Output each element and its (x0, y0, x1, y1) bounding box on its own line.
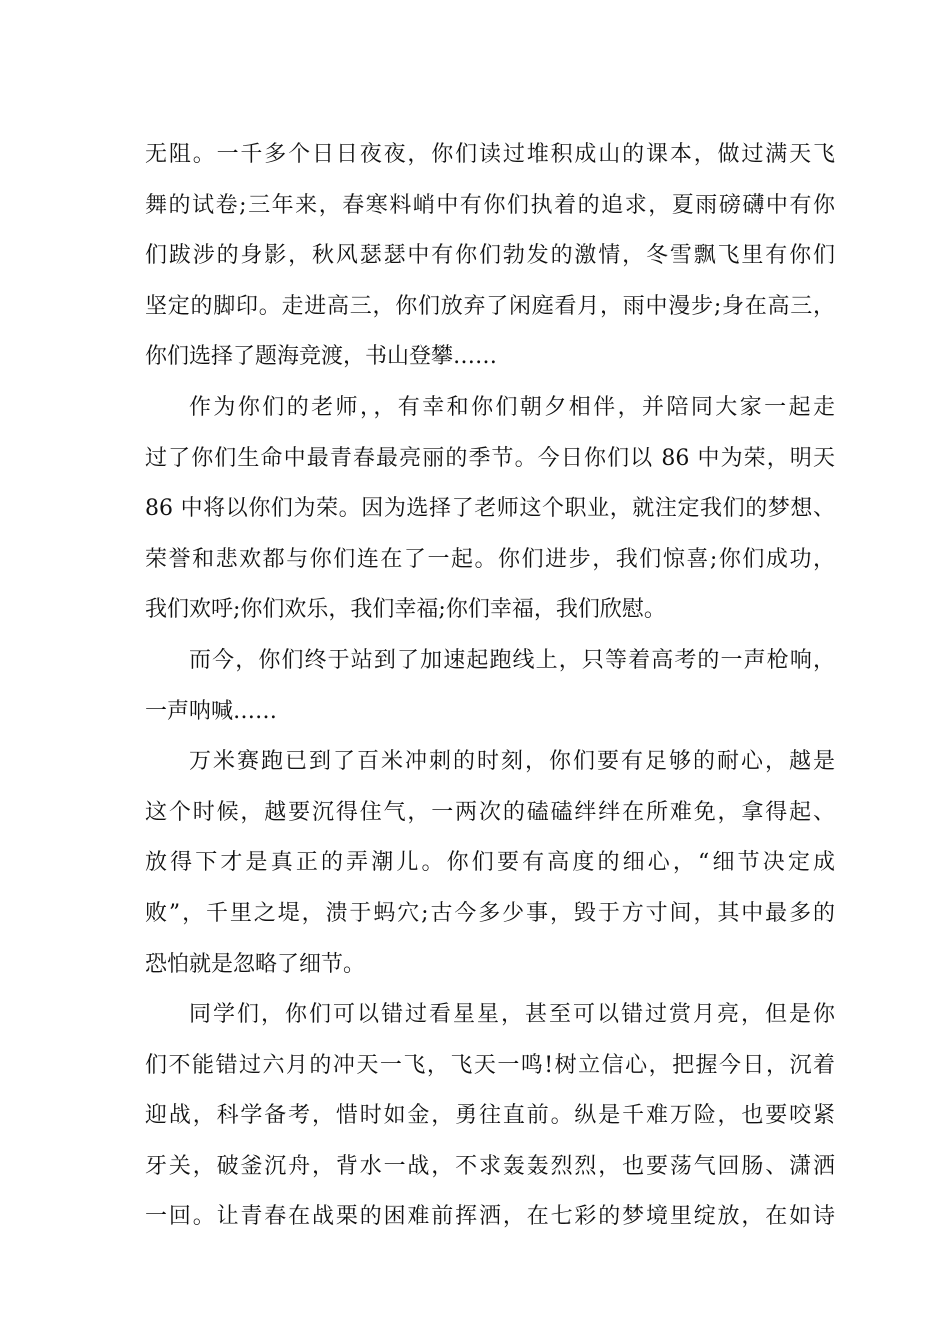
text-line: 们跋涉的身影，秋风瑟瑟中有你们勃发的激情，冬雪飘飞里有你们 (145, 243, 835, 269)
text-line: 一声呐喊…… (145, 698, 278, 724)
text-line: 你们选择了题海竞渡，书山登攀…… (145, 344, 498, 370)
text-line: 我们欢呼;你们欢乐，我们幸福;你们幸福，我们欣慰。 (145, 597, 666, 623)
text-line: 迎战，科学备考，惜时如金，勇往直前。纵是千难万险，也要咬紧 (145, 1103, 835, 1129)
text-line: 作为你们的老师，，有幸和你们朝夕相伴，并陪同大家一起走 (189, 394, 835, 420)
text-line: 而今，你们终于站到了加速起跑线上，只等着高考的一声枪响， (189, 647, 835, 673)
text-line: 过了你们生命中最青春最亮丽的季节。今日你们以 86 中为荣，明天 (145, 445, 835, 471)
text-line: 牙关，破釜沉舟，背水一战，不求轰轰烈烈，也要荡气回肠、潇洒 (145, 1153, 835, 1179)
text-line: 败”，千里之堤，溃于蚂穴;古今多少事，毁于方寸间，其中最多的 (145, 900, 835, 926)
text-line: 万米赛跑已到了百米冲刺的时刻，你们要有足够的耐心，越是 (189, 749, 835, 775)
text-line: 一回。让青春在战栗的困难前挥洒，在七彩的梦境里绽放，在如诗 (145, 1204, 835, 1230)
text-line: 放得下才是真正的弄潮儿。你们要有高度的细心，“细节决定成 (145, 850, 835, 876)
text-line: 这个时候，越要沉得住气，一两次的磕磕绊绊在所难免，拿得起、 (145, 799, 835, 825)
text-line: 无阻。一千多个日日夜夜，你们读过堆积成山的课本，做过满天飞 (145, 142, 835, 167)
text-line: 坚定的脚印。走进高三，你们放弃了闲庭看月，雨中漫步;身在高三， (145, 293, 835, 319)
text-line: 荣誉和悲欢都与你们连在了一起。你们进步，我们惊喜;你们成功， (145, 546, 835, 572)
text-line: 86 中将以你们为荣。因为选择了老师这个职业，就注定我们的梦想、 (145, 496, 835, 522)
text-line: 同学们，你们可以错过看星星，甚至可以错过赏月亮，但是你 (189, 1002, 835, 1028)
text-line: 恐怕就是忽略了细节。 (145, 951, 366, 977)
document-body (145, 130, 835, 1243)
text-line: 们不能错过六月的冲天一飞，飞天一鸣!树立信心，把握今日，沉着 (145, 1052, 835, 1078)
text-line: 舞的试卷;三年来，春寒料峭中有你们执着的追求，夏雨磅礴中有你 (145, 192, 835, 218)
